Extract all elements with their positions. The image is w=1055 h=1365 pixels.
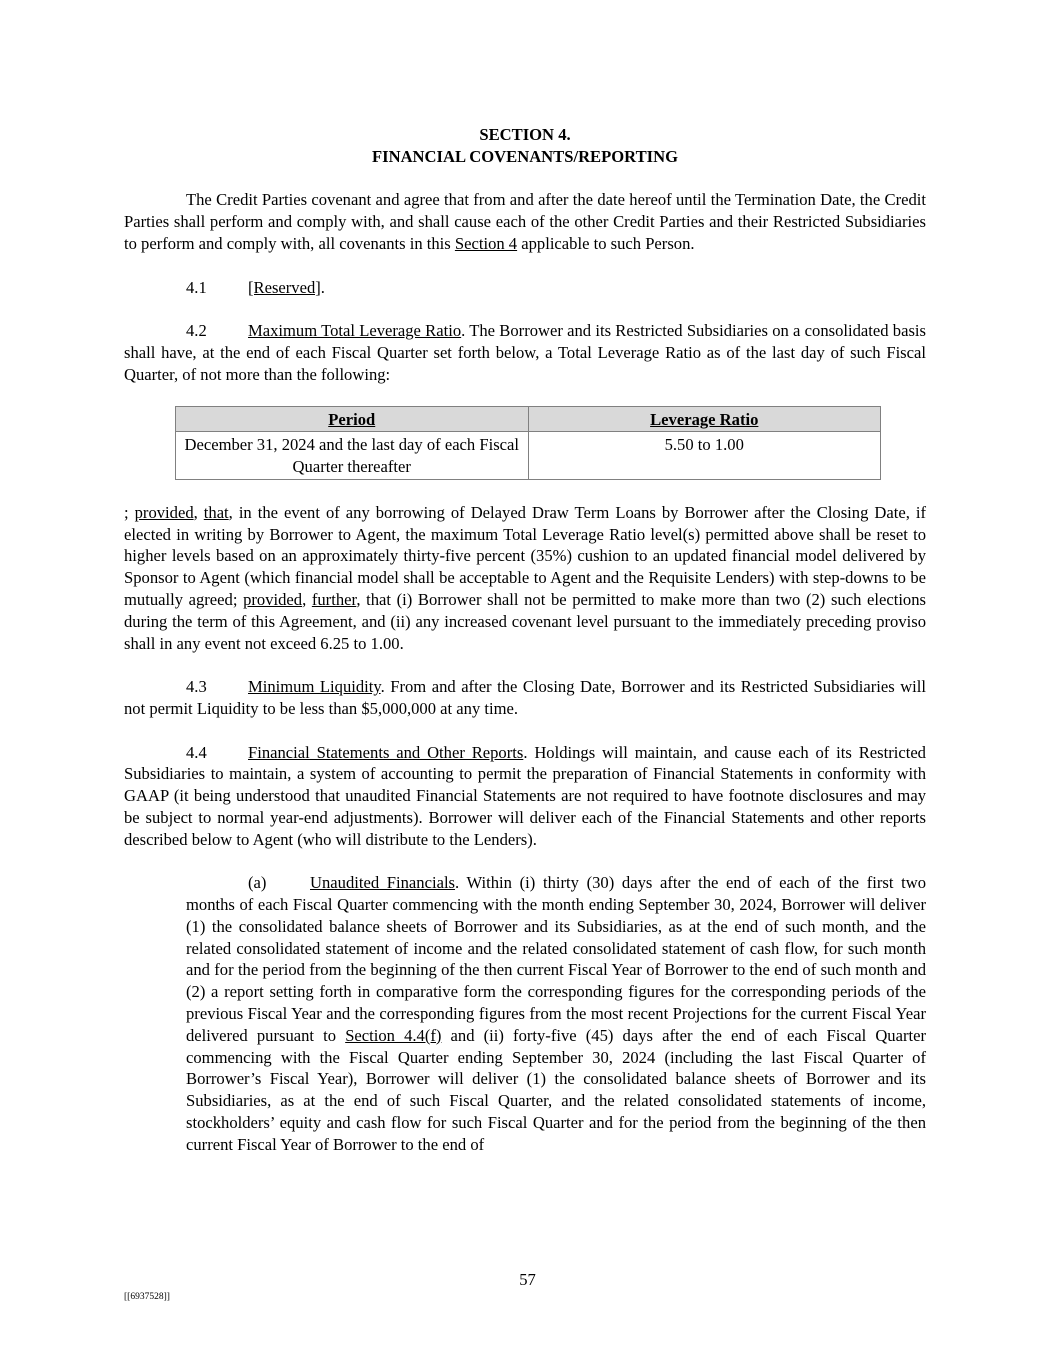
section-number-4-1: 4.1: [186, 277, 207, 297]
section-4-reference: Section 4: [454, 233, 518, 253]
section-4-1-title: [Reserved]: [248, 277, 321, 297]
section-4-2: 4.2 Maximum Total Leverage Ratio. The Borrower and its Restricted Subsidiaries on a consolidated basis shall have, at the end of each Fiscal Quarter set forth below, a Total Leverage Ratio as of the last day of such Fiscal Quarter, of not more than the following:: [124, 321, 926, 384]
table-row: [176, 432, 881, 480]
table-cell-period: December 31, 2024 and the last day of each Fiscal Quarter thereafter: [176, 432, 529, 480]
section-number-4-3: 4.3: [186, 677, 207, 697]
section-number-4-2: 4.2: [186, 321, 207, 341]
section-4-4-a-title: Unaudited Financials: [310, 873, 456, 893]
document-id: [[6937528]]: [124, 1292, 170, 1302]
document-page: [124, 124, 926, 1156]
page-number: 57: [519, 1270, 536, 1289]
proviso-paragraph: ; provided, that, in the event of any borrowing of Delayed Draw Term Loans by Borrower after the Closing Date, if elected in writing by Borrower to Agent, the maximum Total Leverage Ratio level(s) permitted above shall be reset to higher levels based on an approximately thirty-five percent (35%) cushion to an updated financial model delivered by Sponsor to Agent (which financial model shall be acceptable to Agent and the Requisite Lenders) with step-downs to be mutually agreed; provided, further, that (i) Borrower shall not be permitted to make more than two (2) such elections during the term of this Agreement, and (ii) any increased covenant level pursuant to the immediately preceding proviso shall in any event not exceed 6.25 to 1.00.: [124, 502, 926, 653]
table-cell-ratio: 5.50 to 1.00: [528, 432, 881, 480]
section-number-4-4: 4.4: [186, 742, 207, 762]
section-4-3: 4.3 Minimum Liquidity. From and after the Closing Date, Borrower and its Restricted Subsidiaries will not permit Liquidity to be less than $5,000,000 at any time.: [124, 677, 927, 718]
intro-paragraph: The Credit Parties covenant and agree that from and after the date hereof until the Termination Date, the Credit Parties shall perform and comply with, and shall cause each of the other Credit Parties and their Restricted Subsidiaries to perform and comply with, all covenants in this Section 4 applicable to such Person.: [124, 190, 926, 253]
table-header-period: Period: [176, 406, 529, 432]
section-4-2-title: Maximum Total Leverage Ratio: [248, 321, 462, 341]
section-4-1: 4.1 [Reserved].: [186, 277, 325, 297]
section-number: SECTION 4.: [479, 125, 571, 144]
section-4-4: 4.4 Financial Statements and Other Reports. Holdings will maintain, and cause each of its Restricted Subsidiaries to maintain, a system of accounting to permit the preparation of Financial Statements in conformity with GAAP (it being understood that unaudited Financial Statements are not required to have footnote disclosures and may be subject to normal year-end adjustments). Borrower will deliver each of the Financial Statements and other reports described below to Agent (who will distribute to the Lenders).: [124, 742, 926, 849]
section-4-4-title: Financial Statements and Other Reports: [248, 742, 524, 762]
section-4-4-f-reference: Section 4.4(f): [345, 1025, 442, 1045]
table-header-leverage-ratio: Leverage Ratio: [528, 406, 881, 432]
section-title: FINANCIAL COVENANTS/REPORTING: [372, 146, 678, 166]
leverage-table-wrapper: [124, 406, 926, 480]
leverage-ratio-table: [175, 406, 881, 480]
subsection-number-a: (a): [248, 873, 267, 893]
section-4-4-a: (a) Unaudited Financials. Within (i) thirty (30) days after the end of each of the first two months of each Fiscal Quarter commencing with the month ending September 30, 2024, Borrower will deliver (1) the consolidated balance sheets of Borrower and its Subsidiaries, as at the end of such month, and the related consolidated statement of income and the related consolidated statement of cash flow, for such month and for the period from the beginning of the then current Fiscal Year of Borrower to the end of such month and (2) a report setting forth in comparative form the corresponding figures for the corresponding periods of the previous Fiscal Year and the corresponding figures from the most recent Projections for the current Fiscal Year delivered pursuant to Section 4.4(f) and (ii) forty-five (45) days after the end of each Fiscal Quarter commencing with the Fiscal Quarter ending September 30, 2024 (including the last Fiscal Quarter of Borrower’s Fiscal Year), Borrower will deliver (1) the consolidated balance sheets of Borrower and its Subsidiaries, as at the end of such Fiscal Quarter, and the related consolidated statements of income, stockholders’ equity and cash flow for such Fiscal Quarter and for the period from the beginning of the then current Fiscal Year of Borrower to the end of: [186, 873, 927, 1154]
section-4-3-title: Minimum Liquidity: [248, 677, 381, 697]
table-header-row: [176, 406, 881, 432]
